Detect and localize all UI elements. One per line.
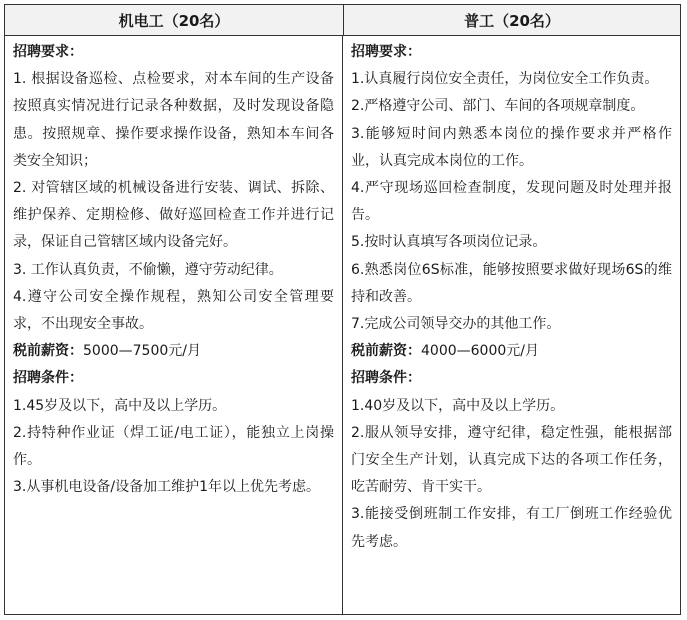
condition-item: 1.45岁及以下，高中及以上学历。 [13, 397, 227, 414]
conditions-title: 招聘条件： [13, 370, 83, 387]
job-title-general-worker: 普工（20名） [464, 11, 560, 30]
salary-line [351, 338, 672, 365]
requirement-item: 1.认真履行岗位安全责任，为岗位安全工作负责。 [351, 71, 659, 88]
salary-label: 税前薪资： [13, 343, 83, 360]
job-title-electromechanic: 机电工（20名） [5, 5, 344, 35]
table-header-row [5, 5, 680, 36]
conditions-title: 招聘条件： [351, 370, 421, 387]
requirement-item: 1. 根据设备巡检、点检要求，对本车间的生产设备按照真实情况进行记录各种数据，及时发现设备隐患。按照规章、操作要求操作设备，熟知本车间各类安全知识； [13, 71, 334, 169]
requirement-item: 2. 对管辖区域的机械设备进行安装、调试、拆除、维护保养、定期检修、做好巡回检查工作并进行记录，保证自己管辖区域内设备完好。 [13, 180, 334, 251]
requirements-title: 招聘要求： [13, 44, 83, 60]
condition-item: 3.能接受倒班制工作安排，有工厂倒班工作经验优先考虑。 [351, 506, 672, 550]
requirement-item: 6.熟悉岗位6S标准，能够按照要求做好现场6S的维持和改善。 [351, 261, 672, 305]
salary-label: 税前薪资： [351, 343, 421, 360]
condition-item: 3.从事机电设备/设备加工维护1年以上优先考虑。 [13, 479, 320, 496]
requirement-item: 3. 工作认真负责，不偷懒，遵守劳动纪律。 [13, 261, 283, 278]
requirement-item: 7.完成公司领导交办的其他工作。 [351, 316, 561, 333]
electromechanic-column [5, 36, 343, 614]
condition-item: 2.持特种作业证（焊工证/电工证），能独立上岗操作。 [13, 424, 334, 469]
condition-item: 1.40岁及以下，高中及以上学历。 [351, 397, 565, 414]
requirement-item: 5.按时认真填写各项岗位记录。 [351, 234, 547, 251]
requirement-item: 4.遵守公司安全操作规程，熟知公司安全管理要求，不出现安全事故。 [13, 288, 334, 333]
general-worker-column [343, 36, 680, 614]
requirements-title: 招聘要求： [351, 44, 421, 60]
salary-value: 4000—6000元/月 [421, 343, 539, 360]
requirement-item: 4.严守现场巡回检查制度，发现问题及时处理并报告。 [351, 180, 672, 224]
condition-item: 2.服从领导安排，遵守纪律，稳定性强，能根据部门安全生产计划，认真完成下达的各项工作任务，吃苦耐劳、肯干实干。 [351, 424, 672, 496]
salary-line [13, 338, 334, 365]
requirement-item: 2.严格遵守公司、部门、车间的各项规章制度。 [351, 98, 645, 115]
salary-value: 5000—7500元/月 [83, 343, 201, 360]
job-posting-table [4, 4, 681, 615]
table-body-row [5, 36, 680, 614]
requirement-item: 3.能够短时间内熟悉本岗位的操作要求并严格作业，认真完成本岗位的工作。 [351, 125, 672, 169]
